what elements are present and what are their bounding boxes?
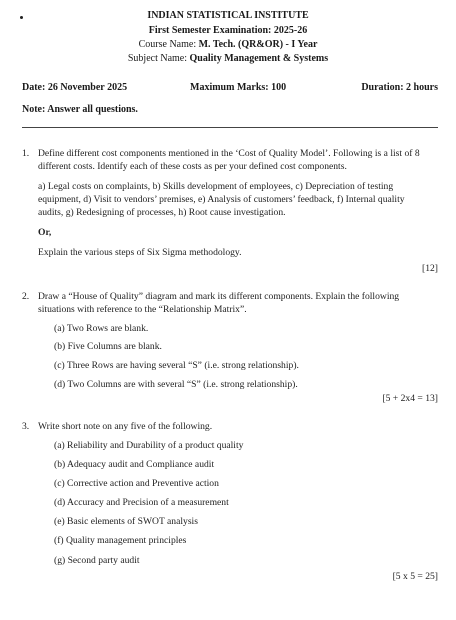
exam-note: Note: Answer all questions. bbox=[22, 104, 138, 115]
subject-value: Quality Management & Systems bbox=[189, 53, 329, 64]
q2-item-c: (c) Three Rows are having several “S” (i.e. strong relationship). bbox=[54, 360, 299, 371]
q1-list-line-3: audits, g) Redesigning of processes, h) Root cause investigation. bbox=[38, 207, 286, 218]
q1-number: 1. bbox=[22, 148, 30, 159]
exam-duration: Duration: 2 hours bbox=[361, 82, 438, 93]
q3-marks: [5 x 5 = 25] bbox=[392, 571, 438, 582]
subject-name bbox=[0, 53, 456, 65]
exam-date: Date: 26 November 2025 bbox=[22, 82, 128, 93]
q2-item-d: (d) Two Columns are with several “S” (i.e. strong relationship). bbox=[54, 379, 298, 390]
q3-item-a: (a) Reliability and Durability of a product quality bbox=[54, 440, 244, 451]
subject-label: Subject Name: bbox=[127, 53, 190, 64]
course-name bbox=[0, 39, 456, 51]
q1-list-line-1: a) Legal costs on complaints, b) Skills development of employees, c) Depreciation of testing bbox=[38, 181, 394, 192]
maximum-marks: Maximum Marks: 100 bbox=[190, 82, 287, 93]
q2-item-b: (b) Five Columns are blank. bbox=[54, 341, 162, 352]
q1-list-line-2: equipment, d) Visit to vendors’ premises, e) Analysis of customers’ feedback, f) Internal quality bbox=[38, 194, 405, 205]
q1-marks: [12] bbox=[422, 263, 438, 274]
q2-text-line-2: situations with reference to the “Relationship Matrix”. bbox=[38, 304, 247, 315]
q3-item-b: (b) Adequacy audit and Compliance audit bbox=[54, 459, 215, 470]
q1-or-label: Or, bbox=[38, 227, 52, 238]
q3-item-e: (e) Basic elements of SWOT analysis bbox=[54, 516, 198, 527]
exam-title: First Semester Examination: 2025-26 bbox=[148, 25, 308, 36]
q2-marks: [5 + 2x4 = 13] bbox=[382, 393, 438, 404]
q3-item-d: (d) Accuracy and Precision of a measurement bbox=[54, 497, 229, 508]
q2-text-line-1: Draw a “House of Quality” diagram and mark its different components. Explain the following bbox=[38, 291, 400, 302]
institute-name: INDIAN STATISTICAL INSTITUTE bbox=[147, 10, 309, 21]
q2-item-a: (a) Two Rows are blank. bbox=[54, 323, 149, 334]
q1-alternative: Explain the various steps of Six Sigma methodology. bbox=[38, 247, 242, 258]
header-divider bbox=[22, 127, 438, 128]
course-label: Course Name: bbox=[138, 39, 199, 50]
q3-item-f: (f) Quality management principles bbox=[54, 535, 187, 546]
course-value: M. Tech. (QR&OR) - I Year bbox=[198, 39, 318, 50]
q3-number: 3. bbox=[22, 421, 30, 432]
q1-text-line-2: different costs. Identify each of these costs as per your defined cost components. bbox=[38, 161, 347, 172]
q1-text-line-1: Define different cost components mentioned in the ‘Cost of Quality Model’. Following is a list of 8 bbox=[38, 148, 420, 159]
q3-item-g: (g) Second party audit bbox=[54, 555, 140, 566]
q2-number: 2. bbox=[22, 291, 30, 302]
q3-item-c: (c) Corrective action and Preventive action bbox=[54, 478, 219, 489]
q3-text-line-1: Write short note on any five of the following. bbox=[38, 421, 213, 432]
